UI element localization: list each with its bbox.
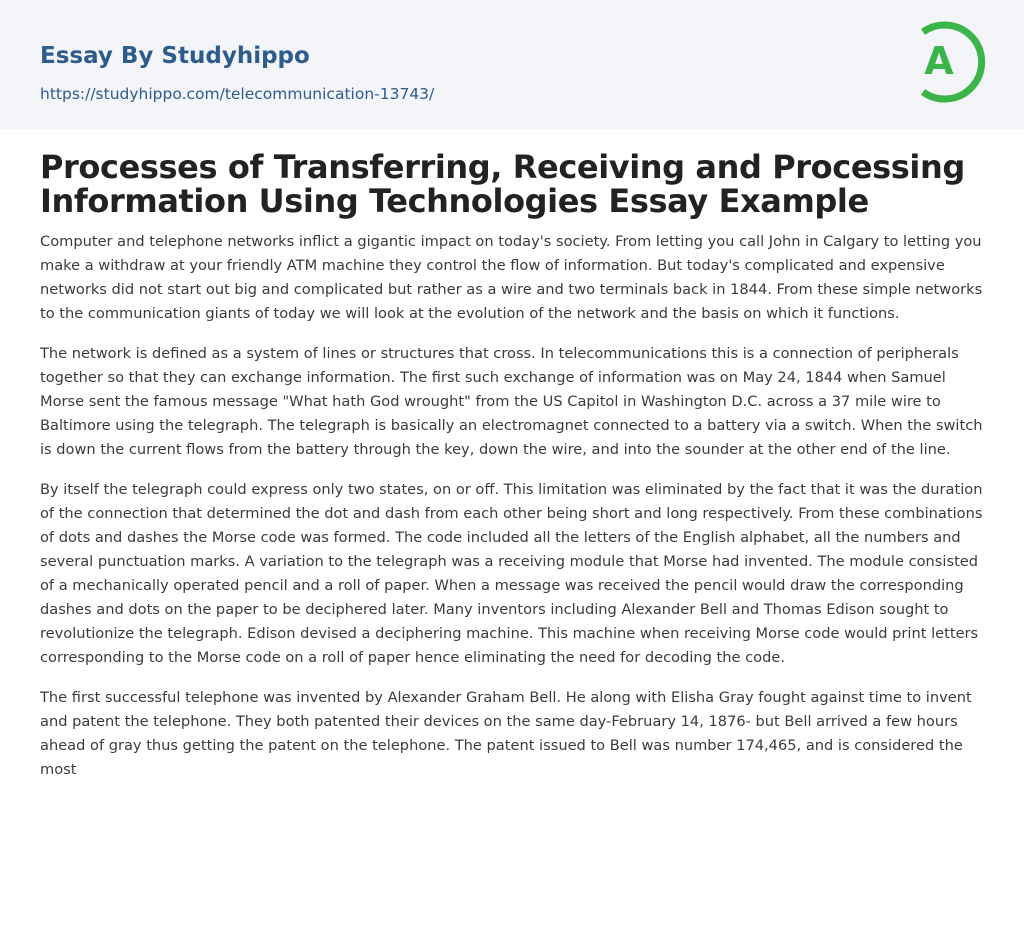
source-url-link[interactable]: https://studyhippo.com/telecommunication-13743/ [40, 85, 435, 103]
essay-paragraph: The first successful telephone was invented by Alexander Graham Bell. He along with Elisha Gray fought against time to invent and patent the telephone. They both patented their devices on the same day-February 14, 1876- but Bell arrived a few hours ahead of gray thus getting the patent on the telephone. The patent issued to Bell was number 174,465, and is considered the most [40, 689, 972, 778]
studyhippo-logo-icon[interactable] [910, 18, 990, 106]
essay-paragraph: By itself the telegraph could express only two states, on or off. This limitation was eliminated by the fact that it was the duration of the connection that determined the dot and dash from each other being short and long respectively. From these combinations of dots and dashes the Morse code was formed. The code included all the letters of the English alphabet, all the numbers and several punctuation marks. A variation to the telegraph was a receiving module that Morse had invented. The module consisted of a mechanically operated pencil and a roll of paper. When a message was received the pencil would draw the corresponding dashes and dots on the paper to be deciphered later. Many inventors including Alexander Bell and Thomas Edison sought to revolutionize the telegraph. Edison devised a deciphering machine. This machine when receiving Morse code would print letters corresponding to the Morse code on a roll of paper hence eliminating the need for decoding the code. [40, 481, 983, 666]
essay-title: Processes of Transferring, Receiving and Processing Information Using Technologies Essay Example [40, 148, 965, 220]
essay-body [40, 230, 984, 782]
page-header [0, 0, 1024, 129]
brand-title[interactable]: Essay By Studyhippo [40, 43, 310, 69]
essay-paragraph: The network is defined as a system of lines or structures that cross. In telecommunications this is a connection of peripherals together so that they can exchange information. The first such exchange of information was on May 24, 1844 when Samuel Morse sent the famous message "What hath God wrought" from the US Capitol in Washington D.C. across a 37 mile wire to Baltimore using the telegraph. The telegraph is basically an electromagnet connected to a battery via a switch. When the switch is down the current flows from the battery through the key, down the wire, and into the sounder at the other end of the line. [40, 345, 983, 458]
logo-letter: A [924, 39, 954, 83]
essay-paragraph: Computer and telephone networks inflict a gigantic impact on today's society. From letting you call John in Calgary to letting you make a withdraw at your friendly ATM machine they control the flow of information. But today's complicated and expensive networks did not start out big and complicated but rather as a wire and two terminals back in 1844. From these simple networks to the communication giants of today we will look at the evolution of the network and the basis on which it functions. [40, 233, 983, 322]
